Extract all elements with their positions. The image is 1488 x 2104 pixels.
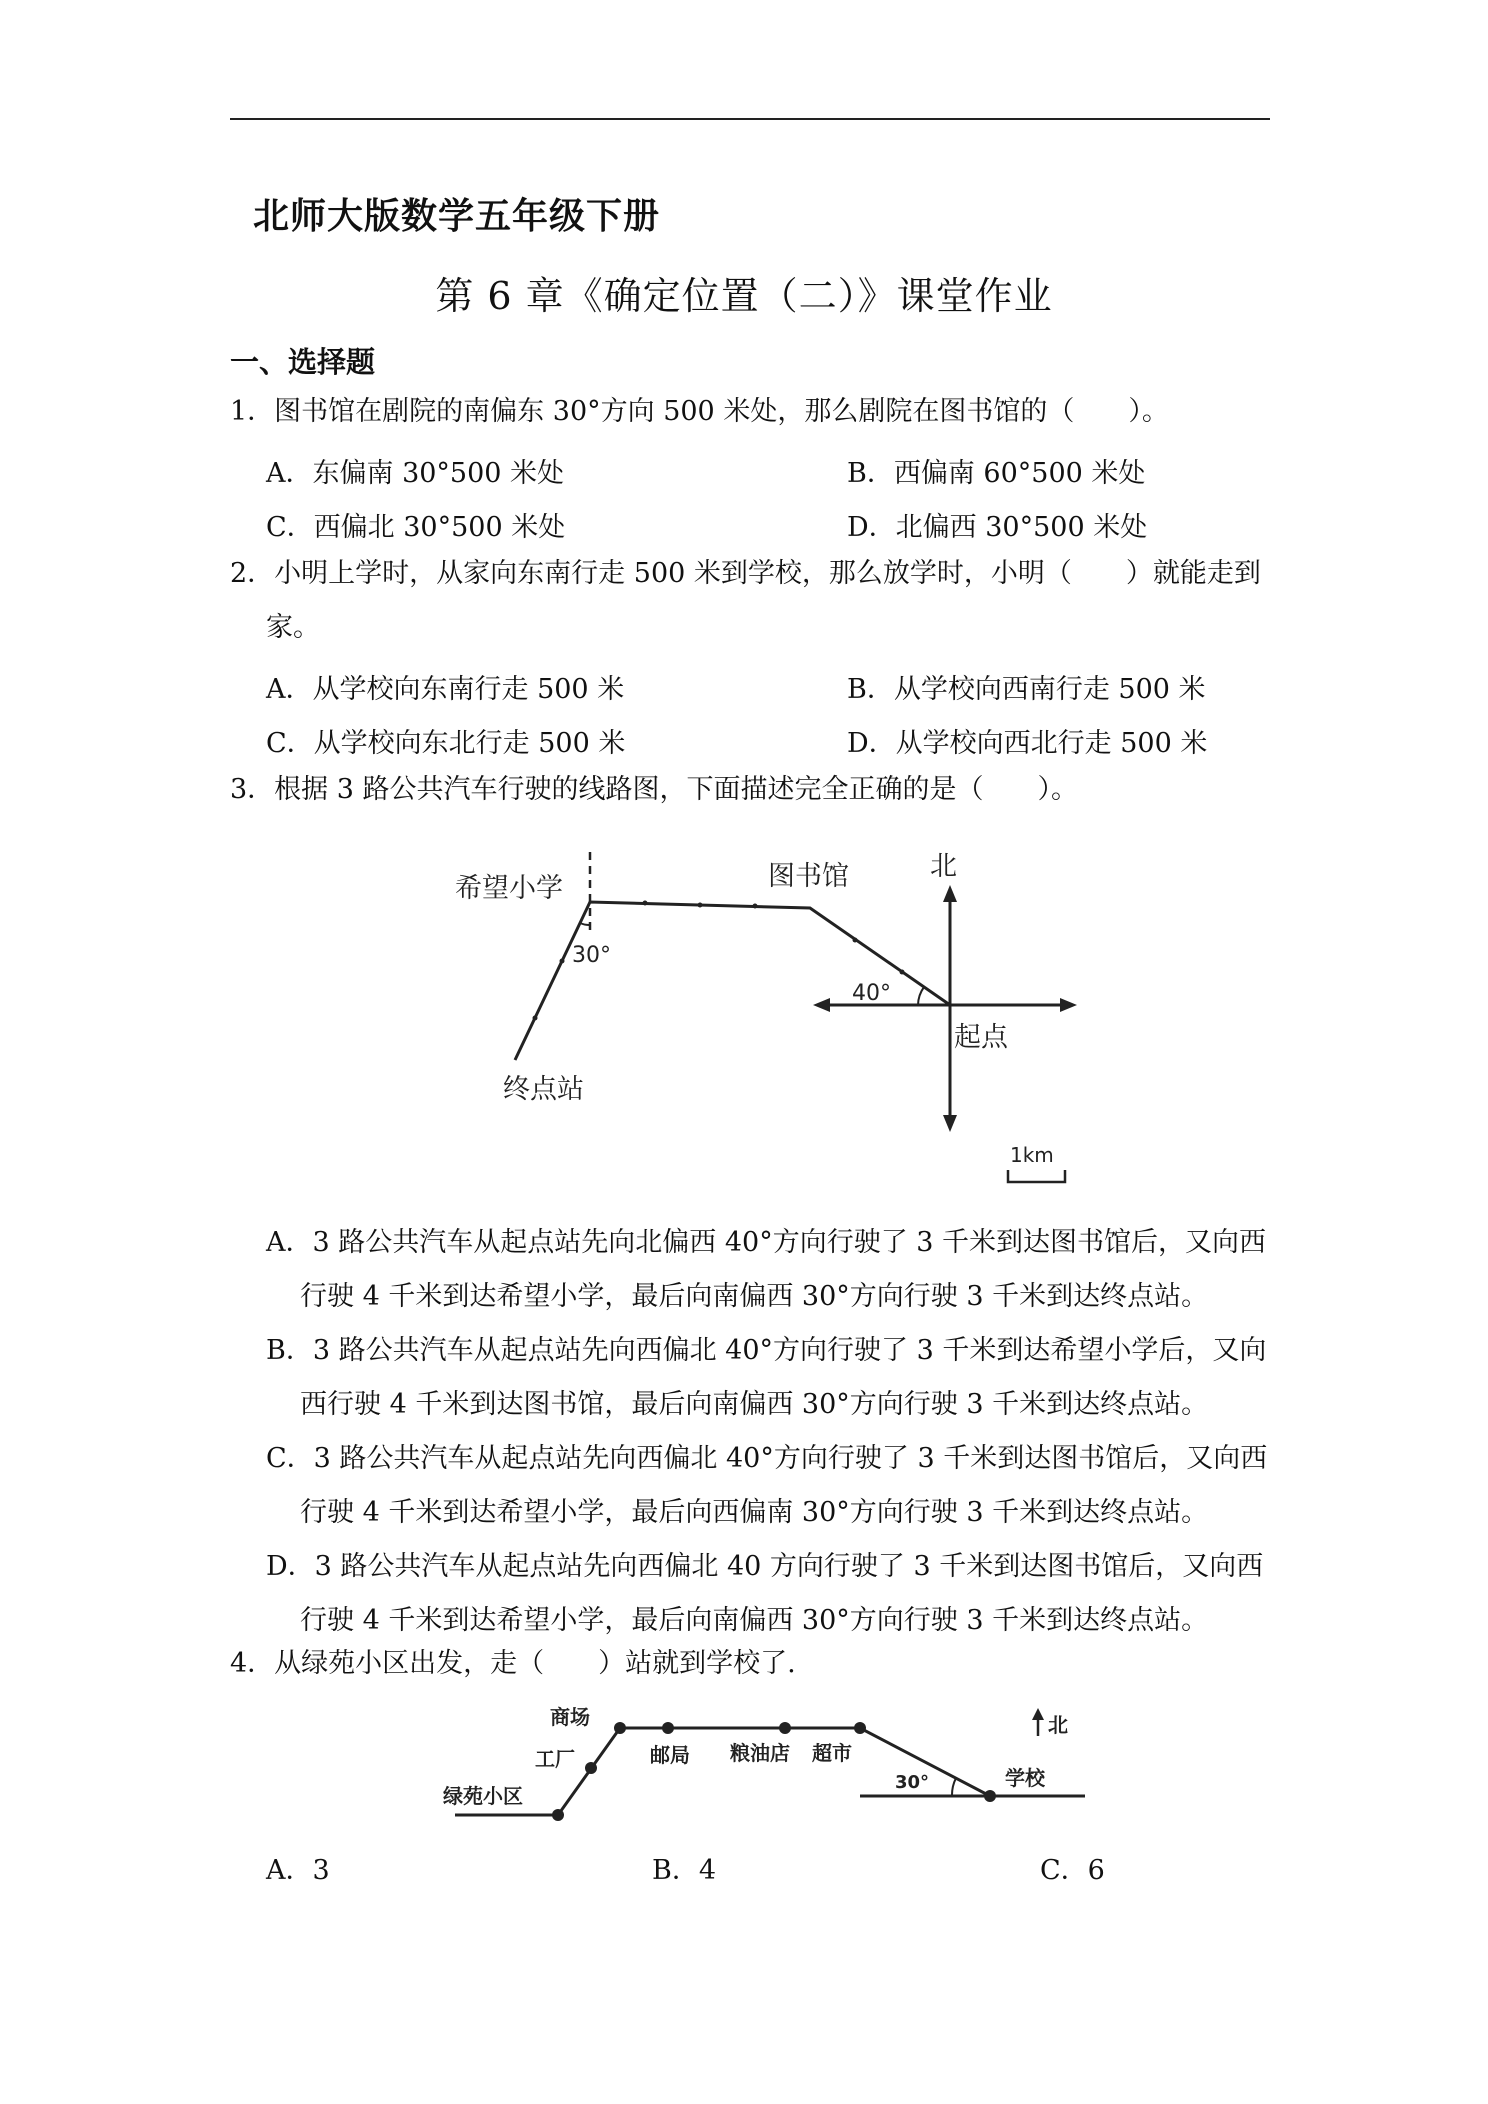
- bus-stops-diagram: [440, 1700, 1100, 1830]
- question-2-stem-line1: 2．小明上学时，从家向东南行走 500 米到学校，那么放学时，小明（ ）就能走到: [230, 558, 1261, 589]
- q4-option-b: B．4: [652, 1855, 717, 1886]
- route-tick: [643, 901, 648, 906]
- q4-option-a: A．3: [266, 1855, 330, 1886]
- header-rule: [230, 118, 1270, 120]
- stop-market: [854, 1722, 866, 1734]
- route-tick: [753, 904, 758, 909]
- label-school-q4: 学校: [1005, 1766, 1045, 1790]
- east-arrowhead: [1060, 998, 1077, 1012]
- stop-factory: [585, 1762, 597, 1774]
- chapter-title: 第 6 章《确定位置（二）》课堂作业: [435, 274, 1053, 318]
- q1-option-d: D．北偏西 30°500 米处: [847, 512, 1148, 543]
- label-grain: 粮油店: [730, 1741, 790, 1765]
- stop-grain: [779, 1722, 791, 1734]
- q2-option-d: D．从学校向西北行走 500 米: [847, 728, 1208, 759]
- q3-option-a-line1: A．3 路公共汽车从起点站先向北偏西 40°方向行驶了 3 千米到达图书馆后，又向西: [266, 1227, 1267, 1258]
- stop-mall: [614, 1722, 626, 1734]
- label-school: 希望小学: [455, 873, 563, 904]
- route-tick: [533, 1016, 538, 1021]
- question-1-stem: 1．图书馆在剧院的南偏东 30°方向 500 米处，那么剧院在图书馆的（ ）。: [230, 396, 1169, 427]
- bus-route-diagram: [440, 840, 1080, 1200]
- route-tick: [853, 938, 858, 943]
- north-arrow-icon: [1032, 1708, 1044, 1720]
- label-start: 起点: [954, 1022, 1008, 1053]
- question-3-stem: 3．根据 3 路公共汽车行驶的线路图，下面描述完全正确的是（ ）。: [230, 774, 1079, 805]
- stop-home: [552, 1809, 564, 1821]
- angle-30-arc: [580, 923, 590, 925]
- q1-option-b: B．西偏南 60°500 米处: [847, 458, 1146, 489]
- scale-bar: [1008, 1170, 1065, 1182]
- route-tick: [698, 903, 703, 908]
- question-2-stem-line2: 家。: [266, 612, 320, 643]
- label-home: 绿苑小区: [443, 1784, 523, 1808]
- q2-option-a: A．从学校向东南行走 500 米: [266, 674, 625, 705]
- q3-option-a-line2: 行驶 4 千米到达希望小学，最后向南偏西 30°方向行驶 3 千米到达终点站。: [300, 1281, 1209, 1312]
- question-4-stem: 4．从绿苑小区出发，走（ ）站就到学校了.: [230, 1648, 796, 1679]
- label-factory: 工厂: [535, 1747, 575, 1771]
- label-post: 邮局: [650, 1743, 690, 1767]
- q3-option-c-line2: 行驶 4 千米到达希望小学，最后向西偏南 30°方向行驶 3 千米到达终点站。: [300, 1497, 1209, 1528]
- route-tick: [560, 959, 565, 964]
- label-north: 北: [930, 851, 957, 882]
- q3-option-b-line2: 西行驶 4 千米到达图书馆，最后向南偏西 30°方向行驶 3 千米到达终点站。: [300, 1389, 1209, 1420]
- q3-option-d-line1: D．3 路公共汽车从起点站先向西偏北 40 方向行驶了 3 千米到达图书馆后，又向西: [266, 1551, 1264, 1582]
- label-end: 终点站: [503, 1074, 584, 1105]
- q2-option-b: B．从学校向西南行走 500 米: [847, 674, 1206, 705]
- route-tick: [900, 970, 905, 975]
- angle-30-arc-q4: [952, 1778, 956, 1796]
- q4-option-c: C．6: [1040, 1855, 1105, 1886]
- q3-option-b-line1: B．3 路公共汽车从起点站先向西偏北 40°方向行驶了 3 千米到达希望小学后，又向: [266, 1335, 1267, 1366]
- q1-option-a: A．东偏南 30°500 米处: [266, 458, 565, 489]
- section-heading: 一、选择题: [230, 345, 376, 379]
- label-north-q4: 北: [1048, 1713, 1068, 1737]
- label-angle-q4: 30°: [895, 1772, 930, 1793]
- q3-option-c-line1: C．3 路公共汽车从起点站先向西偏北 40°方向行驶了 3 千米到达图书馆后，又向西: [266, 1443, 1268, 1474]
- north-arrowhead: [943, 885, 957, 902]
- west-arrowhead: [813, 998, 830, 1012]
- angle-40-arc: [918, 987, 924, 1005]
- label-scale: 1km: [1010, 1143, 1054, 1167]
- label-library: 图书馆: [768, 861, 849, 892]
- stop-school: [984, 1790, 996, 1802]
- q3-option-d-line2: 行驶 4 千米到达希望小学，最后向南偏西 30°方向行驶 3 千米到达终点站。: [300, 1605, 1209, 1636]
- label-angle-30: 30°: [572, 943, 611, 968]
- south-arrowhead: [943, 1115, 957, 1132]
- book-title: 北师大版数学五年级下册: [253, 195, 661, 237]
- label-angle-40: 40°: [852, 981, 891, 1006]
- q2-option-c: C．从学校向东北行走 500 米: [266, 728, 626, 759]
- stop-post: [662, 1722, 674, 1734]
- label-mall: 商场: [550, 1705, 590, 1729]
- q1-option-c: C．西偏北 30°500 米处: [266, 512, 566, 543]
- label-market: 超市: [812, 1741, 852, 1765]
